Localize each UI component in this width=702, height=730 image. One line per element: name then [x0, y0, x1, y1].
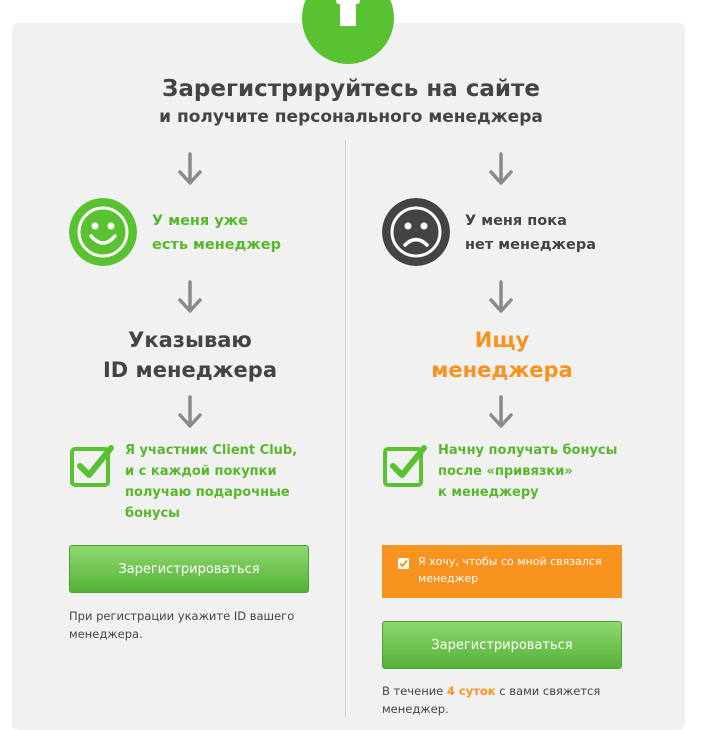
arrow-down-icon: [488, 395, 514, 429]
page-subtitle: и получите персонального менеджера: [159, 107, 543, 127]
register-button-left[interactable]: Зарегистрироваться: [69, 545, 309, 593]
right-status-text: У меня пока нет менеджера: [465, 213, 596, 253]
left-benefit-text: Я участник Client Club, и с каждой покупки получаю подарочные бонусы: [125, 443, 298, 521]
left-heading: Указываю ID менеджера: [102, 328, 278, 382]
smiley-happy-icon: [69, 198, 137, 266]
right-note: В течение 4 суток с вами свяжется менеджер.: [382, 684, 601, 716]
left-status-text: У меня уже есть менеджер: [152, 213, 281, 253]
right-benefit-text: Начну получать бонусы после «привязки» к менеджеру: [438, 443, 618, 500]
smiley-sad-icon: [382, 198, 450, 266]
arrow-down-icon: [177, 395, 203, 429]
arrow-down-icon: [177, 280, 203, 314]
checkbox-checked-icon: [69, 442, 115, 488]
arrow-down-icon: [488, 280, 514, 314]
highlight-days: 4 суток: [446, 684, 496, 698]
user-icon: [302, 0, 394, 64]
column-divider: [345, 140, 346, 717]
page-title: Зарегистрируйтесь на сайте: [162, 76, 540, 102]
register-button-right[interactable]: Зарегистрироваться: [382, 621, 622, 669]
checkbox-checked-icon[interactable]: [398, 558, 409, 569]
arrow-down-icon: [488, 152, 514, 186]
callback-request-checkbox[interactable]: [382, 545, 622, 598]
callback-label: менеджер: [418, 572, 479, 585]
left-note: При регистрации укажите ID вашего менеджера.: [69, 609, 295, 641]
checkbox-checked-icon: [382, 442, 428, 488]
arrow-down-icon: [177, 152, 203, 186]
callback-label: Я хочу, чтобы со мной связался: [418, 555, 602, 568]
right-heading: Ищу менеджера: [431, 328, 573, 382]
